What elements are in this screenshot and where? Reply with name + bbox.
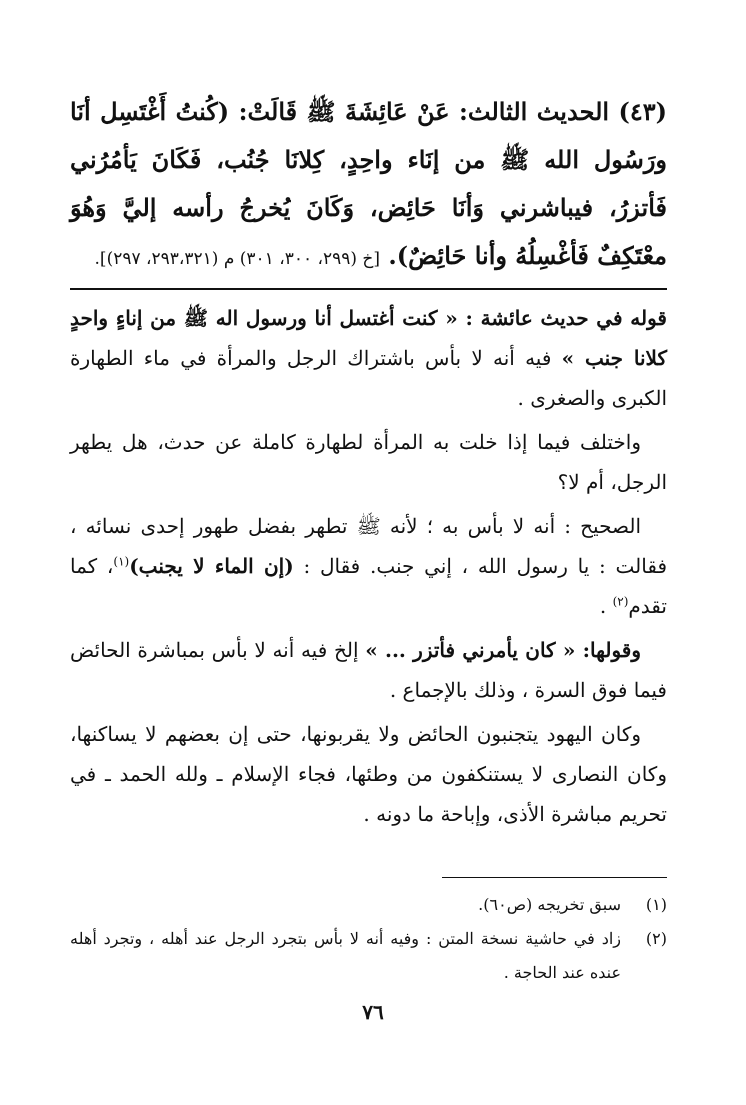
- footnote-text: سبق تخريجه (ص٦٠).: [478, 895, 621, 914]
- quoted-hadith-text: قوله في حديث عائشة : « كنت أغتسل أنا ورسول اله ﷺ من إناءٍ واحدٍ كلانا جنب »: [70, 306, 667, 370]
- commentary-block: [70, 298, 667, 838]
- page-number: ٧٦: [362, 1000, 384, 1024]
- footnote-marker: (٢): [612, 594, 629, 609]
- hadith-reference: [خ (٢٩٩، ٣٠٠، ٣٠١) م (٢٩٣،٣٢١، ٢٩٧)].: [94, 249, 381, 269]
- hadith-text: الحديث الثالث: عَنْ عَائِشَةَ ﷺ قَالَتْ: (كُنتُ أَغْتَسِل أنَا ورَسُول الله ﷺ من إنَاء واحِدٍ، كِلانَا جُنُب، فَكَانَ يَأمُرُني فَأتزرُ، فيباشرني وَأنَا حَائِض، وَكَانَ يُخرجُ رأسه إليَّ وَهُوَ معْتَكِفٌ فَأغْسِلُهُ وأنا حَائِضٌ).: [70, 97, 667, 270]
- commentary-paragraph-3: [70, 506, 667, 626]
- quoted-hadith-text: (إن الماء لا يجنب): [129, 554, 294, 578]
- footnotes-block: [70, 888, 667, 990]
- commentary-paragraph-2: واختلف فيما إذا خلت به المرأة لطهارة كاملة عن حدث، هل يطهر الرجل، أم لا؟: [70, 430, 667, 494]
- section-divider: [70, 288, 667, 290]
- footnote-marker: (١): [113, 554, 130, 569]
- footnote-number: (٢): [645, 929, 667, 948]
- hadith-block: [70, 88, 667, 283]
- quoted-hadith-text: وقولها: « كان يأمرني فأتزر ... »: [365, 638, 641, 662]
- commentary-paragraph-4: [70, 630, 667, 710]
- paragraph-text: فيه أنه لا بأس باشتراك الرجل والمرأة في ماء الطهارة الكبرى والصغرى .: [70, 346, 667, 410]
- commentary-paragraph-5: وكان اليهود يتجنبون الحائض ولا يقربونها، حتى إن بعضهم لا يساكنها، وكان النصارى لا يستنكفون من وطئها، فجاء الإسلام ـ ولله الحمد ـ في تحريم مباشرة الأذى، وإباحة ما دونه .: [70, 722, 667, 826]
- footnote-number: (١): [645, 895, 667, 914]
- footnote-item: [70, 922, 667, 990]
- footnote-text: زاد في حاشية نسخة المتن : وفيه أنه لا بأس بتجرد الرجل عند أهله ، وتجرد أهله عنده عند الحاجة .: [70, 929, 621, 982]
- paragraph-text: ، كما تقدم: [70, 554, 667, 618]
- footnote-divider: [442, 877, 667, 878]
- paragraph-text: الصحيح : أنه لا بأس به ؛ لأنه ﷺ تطهر بفضل طهور إحدى نسائه ، فقالت : يا رسول الله ، إني جنب. فقال :: [70, 514, 668, 578]
- paragraph-text: .: [599, 594, 613, 618]
- commentary-paragraph-1: [70, 298, 667, 418]
- paragraph-text: إلخ فيه أنه لا بأس بمباشرة الحائض فيما فوق السرة ، وذلك بالإجماع .: [70, 638, 667, 702]
- footnote-item: [70, 888, 667, 922]
- hadith-number: (٤٣): [618, 97, 667, 126]
